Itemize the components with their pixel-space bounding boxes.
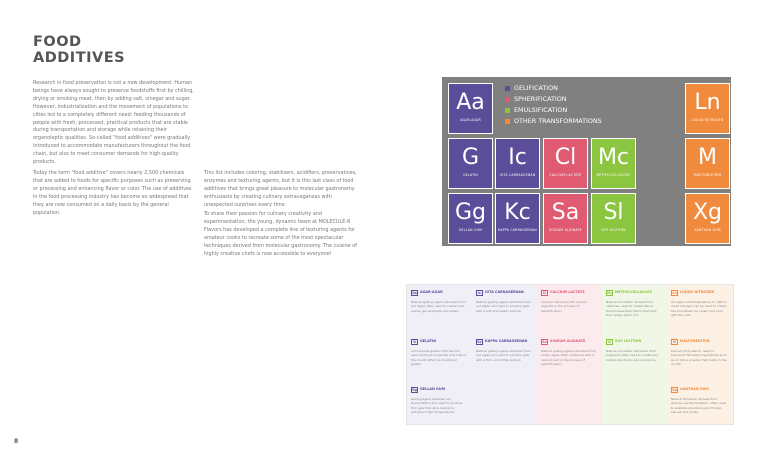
entry-name: KAPPA CARRAGEENAN (485, 339, 528, 343)
element-tile-xanthan-gum (685, 193, 730, 244)
element-tile-kappa-carrageenan (495, 193, 540, 244)
element-symbol: Ln (694, 90, 721, 115)
entry-symbol: Aa (412, 291, 417, 295)
element-symbol: Kc (504, 200, 531, 225)
legend-swatch (505, 119, 510, 124)
additive-entry-gellan-gum (411, 387, 469, 414)
entry-header (606, 290, 664, 299)
additives-reference-card (406, 284, 734, 425)
legend-item-other-transformations (505, 116, 602, 127)
additive-entry-gelatin (411, 339, 469, 366)
element-tile-liquid-nitrogen (685, 83, 730, 134)
element-name: AGAR-AGAR (460, 118, 481, 122)
element-name: SODIUM ALGINATE (549, 228, 582, 232)
team-paragraph: To share their passion for culinary creativity and experimentation, the young, dynamic team at MOLECULE-R Flavors has developed a complete line of texturing agents for amateur cooks to recreate some of the most spectacular techniques derived from molecular gastronomy. The cuisine of highly creative chefs is now accessible to everyone! (204, 211, 358, 257)
entry-description: Gelling agent obtained via fermentation and used to produce firm gels that slice cleanly & withstand high temperatures. (411, 397, 463, 414)
entry-header (671, 290, 729, 299)
entry-header (671, 387, 729, 396)
entry-name: METHYLCELLULOSE (615, 290, 652, 294)
page-number: 8 (14, 438, 19, 445)
element-symbol: G (461, 145, 480, 170)
element-symbol: Cl (554, 145, 577, 170)
additive-entry-iota-carrageenan (476, 290, 534, 313)
entry-name: XANTHAN GUM (680, 387, 709, 391)
entry-symbol: Cl (542, 291, 547, 295)
entry-description: Natural emulsifier extracted from soybeans often used to create airy, bubble-like foams and emulsions. (606, 349, 660, 362)
element-symbol: Sa (551, 200, 580, 225)
element-name: KAPPA CARRAGEENAN (498, 228, 537, 232)
entry-symbol: Ic (477, 291, 482, 295)
legend-item-gelification (505, 83, 602, 94)
element-name: CALCIUM LACTATE (549, 173, 582, 177)
element-tile-iota-carrageenan (495, 138, 540, 189)
entry-symbol: Ln (672, 291, 677, 295)
element-tile-gellan-gum (448, 193, 493, 244)
element-symbol: M (698, 145, 717, 170)
entry-header (411, 339, 469, 348)
element-tile-sodium-alginate (543, 193, 588, 244)
entry-symbol: M (672, 340, 677, 344)
entry-header (671, 339, 729, 348)
entry-name: LIQUID NITROGEN (680, 290, 715, 294)
element-tile-methylcellulose (591, 138, 636, 189)
additive-entry-maltodextrin (671, 339, 729, 366)
legend-label: SPHERIFICATION (514, 95, 567, 103)
element-symbol: Sl (603, 200, 624, 225)
entry-name: SODIUM ALGINATE (550, 339, 586, 343)
legend-label: GELIFICATION (514, 84, 558, 92)
legend-swatch (505, 97, 510, 102)
entry-description: Natural thickener derived from glucose via fermentation, often used to stabilize emulsions and thicken sauces and drinks. (671, 397, 727, 414)
entry-description: Natural gelling agent extracted from red algae and used to produce gels with a firm and brittle texture. (476, 349, 531, 362)
entry-header (606, 339, 664, 348)
additive-entry-xanthan-gum (671, 387, 729, 414)
additive-entry-methylcellulose (606, 290, 664, 317)
intro-paragraph: Research in food preservation is not a new development. Human beings have always sought to preserve foodstuffs first by chilling, drying or smoking meat, then by adding salt, vinegar and sugar. However, industrialization and the movement of populations to cities led to a completely different need: feeding thousands of people with fresh, processed, practical products that are stable during transportation and storage while retaining their organoleptic qualities. So-called "food additives" were gradually introduced to accommodate manufacturers throughout the food chain, but also to meet consumer demands for high-quality products. (33, 80, 194, 166)
element-symbol: Ic (508, 145, 527, 170)
additive-entry-liquid-nitrogen (671, 290, 729, 317)
element-name: IOTA CARRAGEENAN (499, 173, 536, 177)
entry-description: Natural gelling agent extracted from brown algae often combined with a calcium salt in the process of spherification. (541, 349, 596, 366)
element-symbol: Gg (454, 200, 486, 225)
element-name: MALTODEXTRIN (693, 173, 722, 177)
entry-header (541, 339, 599, 348)
texturing-paragraph: This list includes coloring, stabilizers, acidifiers, preservatives, enzymes and texturing agents, but it is this last class of food additives that brings great pleasure to molecular gastronomy enthusiasts by creating culinary extravaganzas with unexpected surprises every time. (204, 170, 357, 208)
entry-header (411, 387, 469, 396)
element-name: LIQUID NITROGEN (691, 118, 724, 122)
entry-name: CALCIUM LACTATE (550, 290, 585, 294)
additive-entry-calcium-lactate (541, 290, 599, 313)
entry-header (541, 290, 599, 299)
legend-item-emulsification (505, 105, 602, 116)
entry-name: GELLAN GUM (420, 387, 445, 391)
entry-description: Natural emulsifier derived from cellulose, used to create dense, thermoreversible foams that hold their shape when hot. (606, 300, 657, 317)
element-name: SOY LECITHIN (601, 228, 626, 232)
entry-name: GELATIN (420, 339, 437, 343)
entry-symbol: Gg (412, 388, 417, 392)
entry-symbol: Kc (477, 340, 482, 344)
additive-entry-sodium-alginate (541, 339, 599, 366)
entry-name: AGAR-AGAR (420, 290, 443, 294)
element-name: GELATIN (463, 173, 478, 177)
entry-symbol: Sl (607, 340, 612, 344)
element-symbol: Xg (692, 200, 723, 225)
element-symbol: Mc (597, 145, 630, 170)
entry-description: Natural gelling agent extracted from red algae and used to produce gels with a soft and elastic texture. (476, 300, 531, 313)
title-line-1: FOOD (33, 34, 82, 50)
element-tile-gelatin (448, 138, 493, 189)
entry-name: SOY LECITHIN (615, 339, 642, 343)
entry-header (476, 290, 534, 299)
element-name: METHYLCELLULOSE (596, 173, 631, 177)
page-title (33, 34, 125, 66)
entry-header (411, 290, 469, 299)
additive-entry-soy-lecithin (606, 339, 664, 362)
additive-entry-kappa-carrageenan (476, 339, 534, 362)
entry-description: Calcium salt used with sodium alginate in the process of spherification. (541, 300, 587, 313)
legend-label: OTHER TRANSFORMATIONS (514, 117, 602, 125)
definition-paragraph: Today the term "food additive" covers nearly 2,500 chemicals that are added to foods for specific purposes such as preserving or processing and enhancing flavor or color. The use of additives in the food processing industry has become so widespread that they are now consumed on a daily basis by the general population. (33, 170, 192, 216)
entry-symbol: Sa (542, 340, 547, 344)
entry-description: Cold-soluble gelatin that has the same textural properties and melt-in-the-mouth effect as traditional gelatin. (411, 349, 468, 366)
element-tile-agar-agar (448, 83, 493, 134)
legend-swatch (505, 86, 510, 91)
legend-item-spherification (505, 94, 602, 105)
entry-description: At super-cold temperature of -196°C, liquid nitrogen can be used to create the smoothest ice cream and cook with the cold. (671, 300, 727, 317)
entry-description: Natural gelling agent extracted from red algae often used to create solid pearls, gel spaghetti and jellies. (411, 300, 466, 313)
entry-symbol: Xg (672, 388, 677, 392)
element-tile-calcium-lactate (543, 138, 588, 189)
category-legend (505, 83, 602, 127)
entry-name: IOTA CARRAGEENAN (485, 290, 524, 294)
entry-header (476, 339, 534, 348)
entry-symbol: Mc (607, 291, 613, 295)
element-name: XANTHAN GUM (694, 228, 721, 232)
entry-name: MALTODEXTRIN (680, 339, 710, 343)
title-line-2: ADDITIVES (33, 50, 126, 66)
element-name: GELLAN GUM (458, 228, 483, 232)
legend-swatch (505, 108, 510, 113)
entry-symbol: G (411, 339, 418, 345)
element-symbol: Aa (456, 90, 485, 115)
entry-description: Derived from starch, used to transform fat-based ingredients such as oil into a powder that melts in the mouth. (671, 349, 727, 366)
element-tile-soy-lecithin (591, 193, 636, 244)
legend-label: EMULSIFICATION (514, 106, 568, 114)
element-tile-maltodextrin (685, 138, 730, 189)
additive-entry-agar-agar (411, 290, 469, 313)
